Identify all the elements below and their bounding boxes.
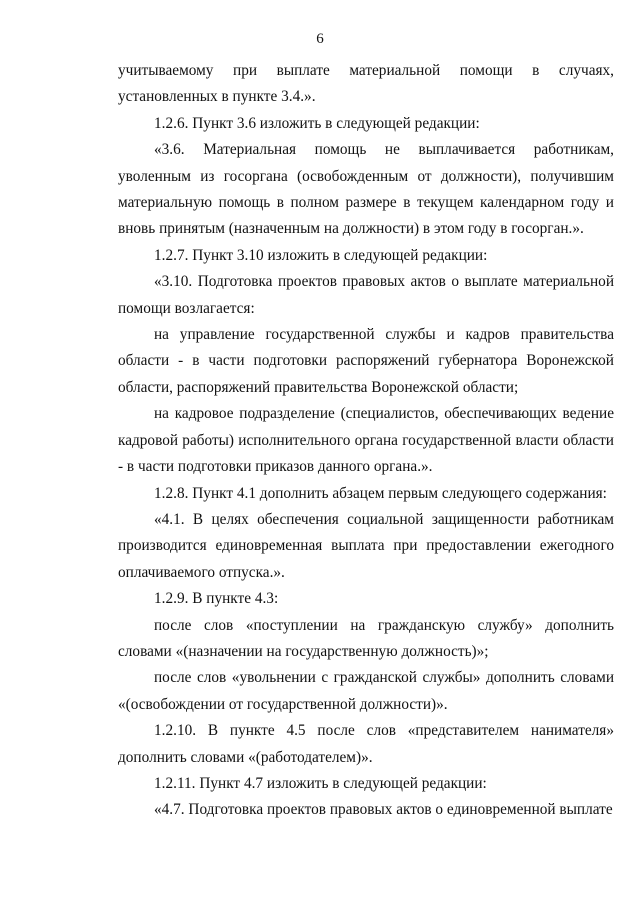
paragraph-1-2-7: 1.2.7. Пункт 3.10 изложить в следующей редакции: — [154, 246, 488, 264]
paragraph-personnel-unit: на кадровое подразделение (специалистов, обеспечивающих ведение кадровой работы) исполнительного органа государственной власти области - в части подготовки приказов данного органа.». — [118, 405, 614, 476]
paragraph-continuation: учитываемому при выплате материальной помощи в случаях, установленных в пункте 3.4.». — [118, 62, 614, 106]
page-number: 6 — [316, 31, 324, 47]
paragraph-hr-department: на управление государственной службы и кадров правительства области - в части подготовки распоряжений губернатора Воронежской области, распоряжений правительства Воронежской области; — [118, 326, 614, 396]
paragraph-1-2-11: 1.2.11. Пункт 4.7 изложить в следующей редакции: — [154, 774, 487, 792]
paragraph-1-2-6: 1.2.6. Пункт 3.6 изложить в следующей редакции: — [154, 114, 480, 132]
paragraph-civil-service-dismissal: после слов «увольнении с гражданской службы» дополнить словами «(освобождении от государственной должности)». — [118, 669, 614, 713]
paragraph-3-10-text: «3.10. Подготовка проектов правовых актов о выплате материальной помощи возлагается: — [118, 273, 614, 317]
paragraph-1-2-9: 1.2.9. В пункте 4.3: — [154, 590, 279, 608]
paragraph-4-1-text: «4.1. В целях обеспечения социальной защищенности работникам производится единовременная выплата при предоставлении ежегодного оплачиваемого отпуска.». — [118, 510, 614, 581]
paragraph-3-6-text: «3.6. Материальная помощь не выплачивается работникам, уволенным из госоргана (освобожденным от должности), получившим материальную помощь в полном размере в текущем календарном году и вновь принятым (назначенным на должности) в этом году в госорган.». — [118, 141, 614, 238]
paragraph-4-7-text: «4.7. Подготовка проектов правовых актов о единовременной выплате — [154, 801, 613, 819]
paragraph-1-2-8: 1.2.8. Пункт 4.1 дополнить абзацем первым следующего содержания: — [154, 484, 607, 502]
paragraph-1-2-10: 1.2.10. В пункте 4.5 после слов «представителем нанимателя» дополнить словами «(работодателем)». — [118, 722, 614, 766]
paragraph-civil-service-entry: после слов «поступлении на гражданскую службу» дополнить словами «(назначении на государственную должность)»; — [118, 616, 614, 660]
document-body — [118, 58, 614, 824]
